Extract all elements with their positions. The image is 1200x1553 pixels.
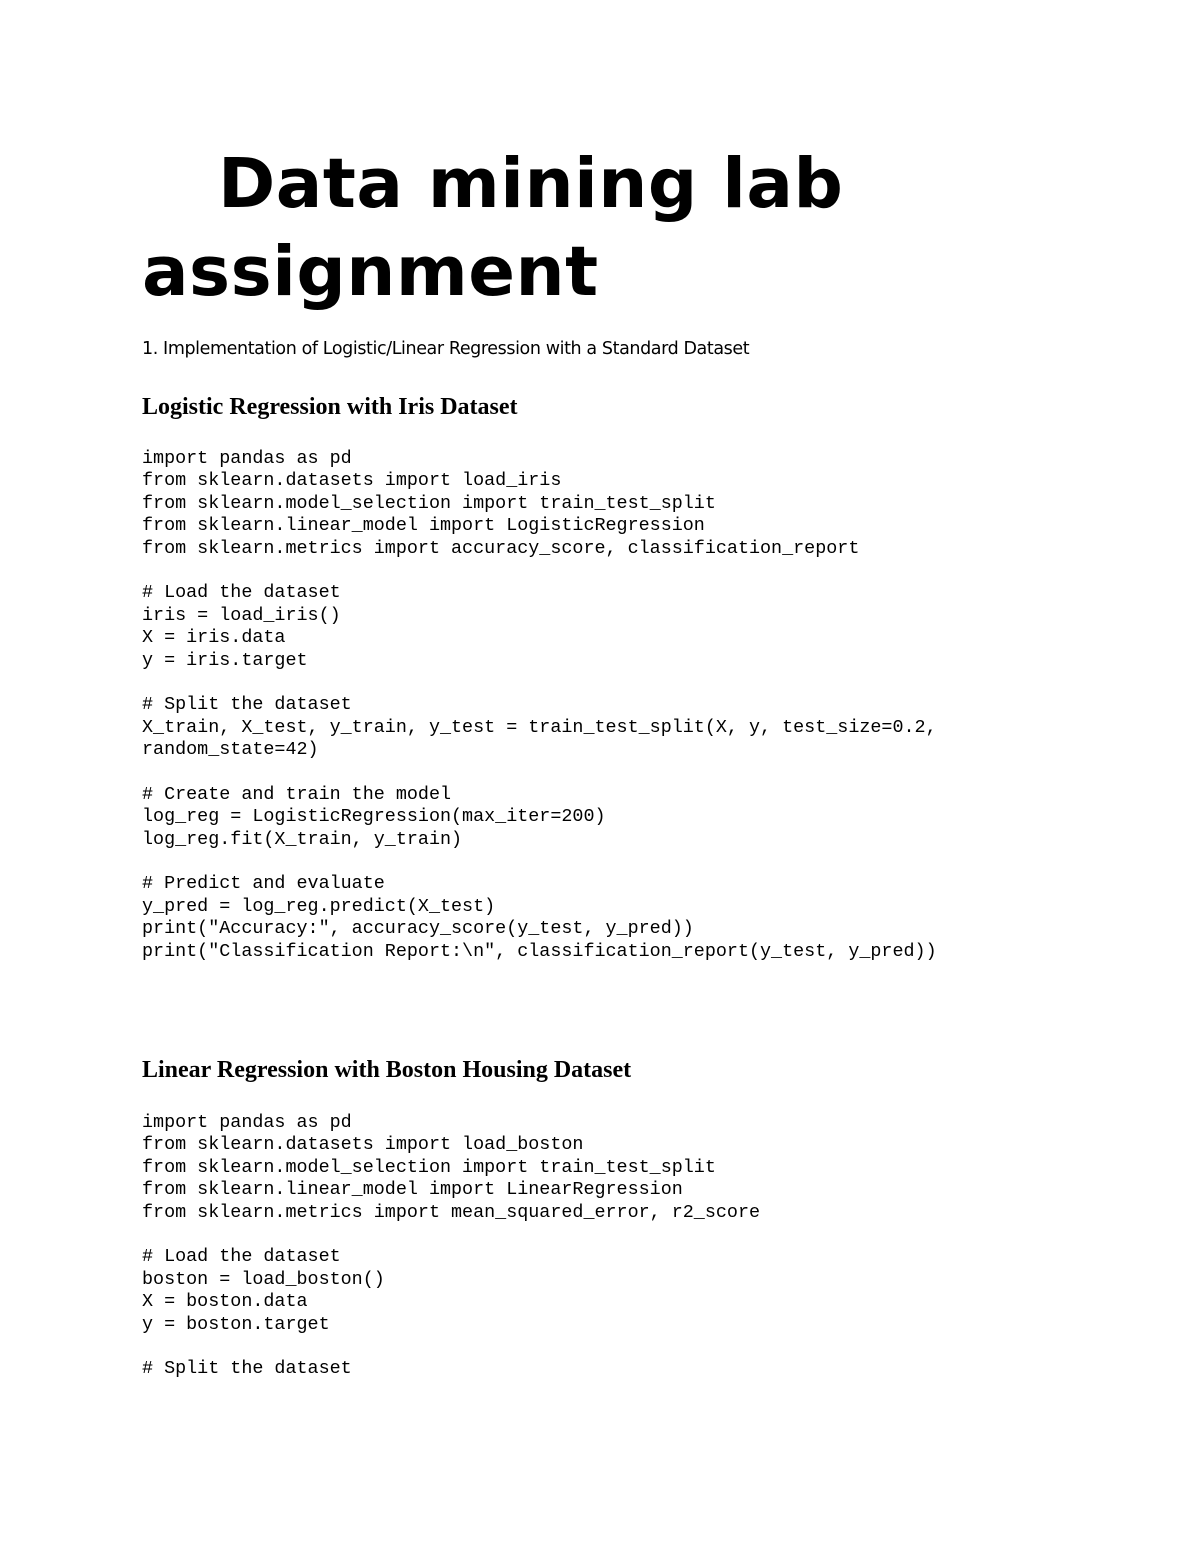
code-line [142,1224,760,1246]
code-line: from sklearn.linear_model import LogisticRegression [142,515,705,537]
code-line: boston = load_boston() [142,1268,385,1290]
code-line: from sklearn.linear_model import LinearRegression [142,1179,683,1201]
code-line: # Load the dataset [142,582,341,604]
section-heading-linear: Linear Regression with Boston Housing Dataset [142,1057,632,1083]
page-title-line-1: Data mining lab [218,144,844,224]
code-line: random_state=42) [142,739,319,761]
code-line [142,851,937,873]
code-line: log_reg.fit(X_train, y_train) [142,828,463,850]
code-line: from sklearn.datasets import load_iris [142,470,562,492]
code-line: X = boston.data [142,1291,308,1313]
code-line [142,761,937,783]
code-line: X = iris.data [142,627,286,649]
code-line: # Predict and evaluate [142,873,385,895]
code-line [142,560,937,582]
code-line: # Split the dataset [142,1358,352,1380]
section-heading-logistic: Logistic Regression with Iris Dataset [142,394,518,420]
intro-paragraph: 1. Implementation of Logistic/Linear Regression with a Standard Dataset [142,339,750,359]
code-line: y = boston.target [142,1313,330,1335]
code-block-logistic [142,448,937,963]
code-line: log_reg = LogisticRegression(max_iter=200) [142,806,606,828]
code-line: iris = load_iris() [142,604,341,626]
code-line: y_pred = log_reg.predict(X_test) [142,895,496,917]
code-line [142,1336,760,1358]
code-line: import pandas as pd [142,448,352,469]
code-block-linear [142,1112,760,1381]
code-line: from sklearn.datasets import load_boston [142,1134,584,1156]
code-line [142,672,937,694]
page-title-line-2: assignment [142,232,599,312]
code-line: # Load the dataset [142,1246,341,1268]
code-line: print("Classification Report:\n", classification_report(y_test, y_pred)) [142,940,937,962]
code-line: from sklearn.model_selection import train_test_split [142,492,716,514]
code-line: y = iris.target [142,649,308,671]
code-line: print("Accuracy:", accuracy_score(y_test, y_pred)) [142,918,694,940]
code-line: X_train, X_test, y_train, y_test = train_test_split(X, y, test_size=0.2, [142,716,937,738]
code-line: # Create and train the model [142,783,452,805]
code-line: from sklearn.metrics import accuracy_score, classification_report [142,537,860,559]
page-title [142,140,1102,316]
code-line: from sklearn.metrics import mean_squared_error, r2_score [142,1201,761,1223]
code-line: from sklearn.model_selection import train_test_split [142,1156,716,1178]
code-line: import pandas as pd [142,1112,352,1133]
code-line: # Split the dataset [142,694,352,716]
